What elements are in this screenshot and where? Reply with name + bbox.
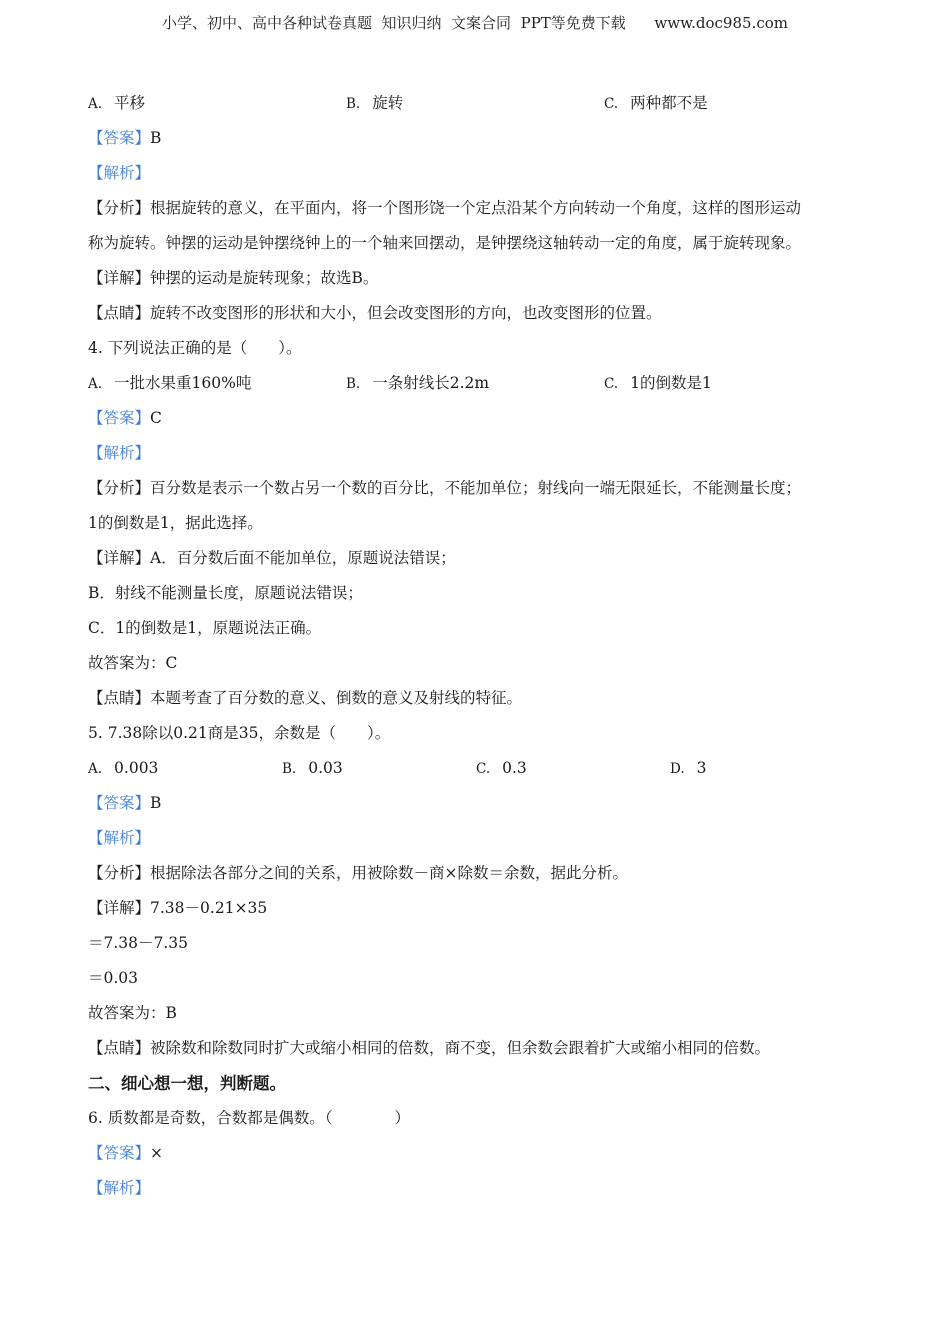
q4-fenxi-cont: 1的倒数是1，据此选择。	[88, 514, 263, 532]
q4-answer: 【答案】C	[88, 409, 162, 427]
q4-analysis-heading: 【解析】	[88, 444, 151, 462]
document-body	[88, 86, 868, 1206]
q4-xiangjie-c: C．1的倒数是1，原题说法正确。	[88, 619, 322, 637]
q5-xiangjie: 【详解】7.38－0.21×35	[88, 899, 268, 917]
q5-option-d: D. 3	[670, 759, 707, 777]
q3-fenxi-cont: 称为旋转。钟摆的运动是钟摆绕钟上的一个轴来回摆动，是钟摆绕这轴转动一定的角度，属于旋转现象。	[88, 234, 802, 252]
q5-analysis-heading: 【解析】	[88, 829, 151, 847]
q6-stem: 6. 质数都是奇数，合数都是偶数。（ ）	[88, 1109, 410, 1127]
q3-options	[88, 86, 868, 121]
q5-dianjing: 【点睛】被除数和除数同时扩大或缩小相同的倍数，商不变，但余数会跟着扩大或缩小相同的倍数。	[88, 1039, 771, 1057]
q5-options	[88, 751, 868, 786]
q6-answer: 【答案】×	[88, 1144, 164, 1162]
q5-answer: 【答案】B	[88, 794, 162, 812]
q5-fenxi: 【分析】根据除法各部分之间的关系，用被除数－商×除数＝余数，据此分析。	[88, 864, 629, 882]
q4-xiangjie-b: B．射线不能测量长度，原题说法错误；	[88, 584, 363, 602]
q5-stem: 5. 7.38除以0.21商是35，余数是（ ）。	[88, 724, 391, 742]
q3-dianjing: 【点睛】旋转不改变图形的形状和大小，但会改变图形的方向，也改变图形的位置。	[88, 304, 662, 322]
q5-xiangjie-step3: ＝0.03	[88, 969, 139, 987]
q4-options	[88, 366, 868, 401]
q4-stem: 4. 下列说法正确的是（ ）。	[88, 339, 302, 357]
q4-option-c: C. 1的倒数是1	[604, 374, 712, 392]
q3-option-c: C. 两种都不是	[604, 94, 708, 112]
q3-analysis-heading: 【解析】	[88, 164, 151, 182]
q5-option-b: B. 0.03	[282, 759, 343, 777]
q6-analysis-heading: 【解析】	[88, 1179, 151, 1197]
q3-option-b: B. 旋转	[346, 94, 404, 112]
section-2-title: 二、细心想一想，判断题。	[88, 1074, 286, 1093]
q5-option-a: A. 0.003	[88, 759, 159, 777]
q3-xiangjie: 【详解】钟摆的运动是旋转现象；故选B。	[88, 269, 379, 287]
q4-fenxi: 【分析】百分数是表示一个数占另一个数的百分比，不能加单位；射线向一端无限延长，不能测量长度；	[88, 479, 802, 497]
q5-xiangjie-step2: ＝7.38－7.35	[88, 934, 189, 952]
q4-conclusion: 故答案为：C	[88, 654, 178, 672]
page-header: 小学、初中、高中各种试卷真题 知识归纳 文案合同 PPT等免费下载 www.doc985.com	[161, 14, 788, 32]
q5-conclusion: 故答案为：B	[88, 1004, 177, 1022]
q3-answer: 【答案】B	[88, 129, 162, 147]
q4-xiangjie: 【详解】A．百分数后面不能加单位，原题说法错误；	[88, 549, 456, 567]
q4-option-b: B. 一条射线长2.2m	[346, 374, 490, 392]
q3-option-a: A. 平移	[88, 94, 146, 112]
q3-fenxi: 【分析】根据旋转的意义，在平面内，将一个图形饶一个定点沿某个方向转动一个角度，这样的图形运动	[88, 199, 802, 217]
q5-option-c: C. 0.3	[476, 759, 527, 777]
q4-dianjing: 【点睛】本题考查了百分数的意义、倒数的意义及射线的特征。	[88, 689, 523, 707]
q4-option-a: A. 一批水果重160%吨	[88, 374, 252, 392]
